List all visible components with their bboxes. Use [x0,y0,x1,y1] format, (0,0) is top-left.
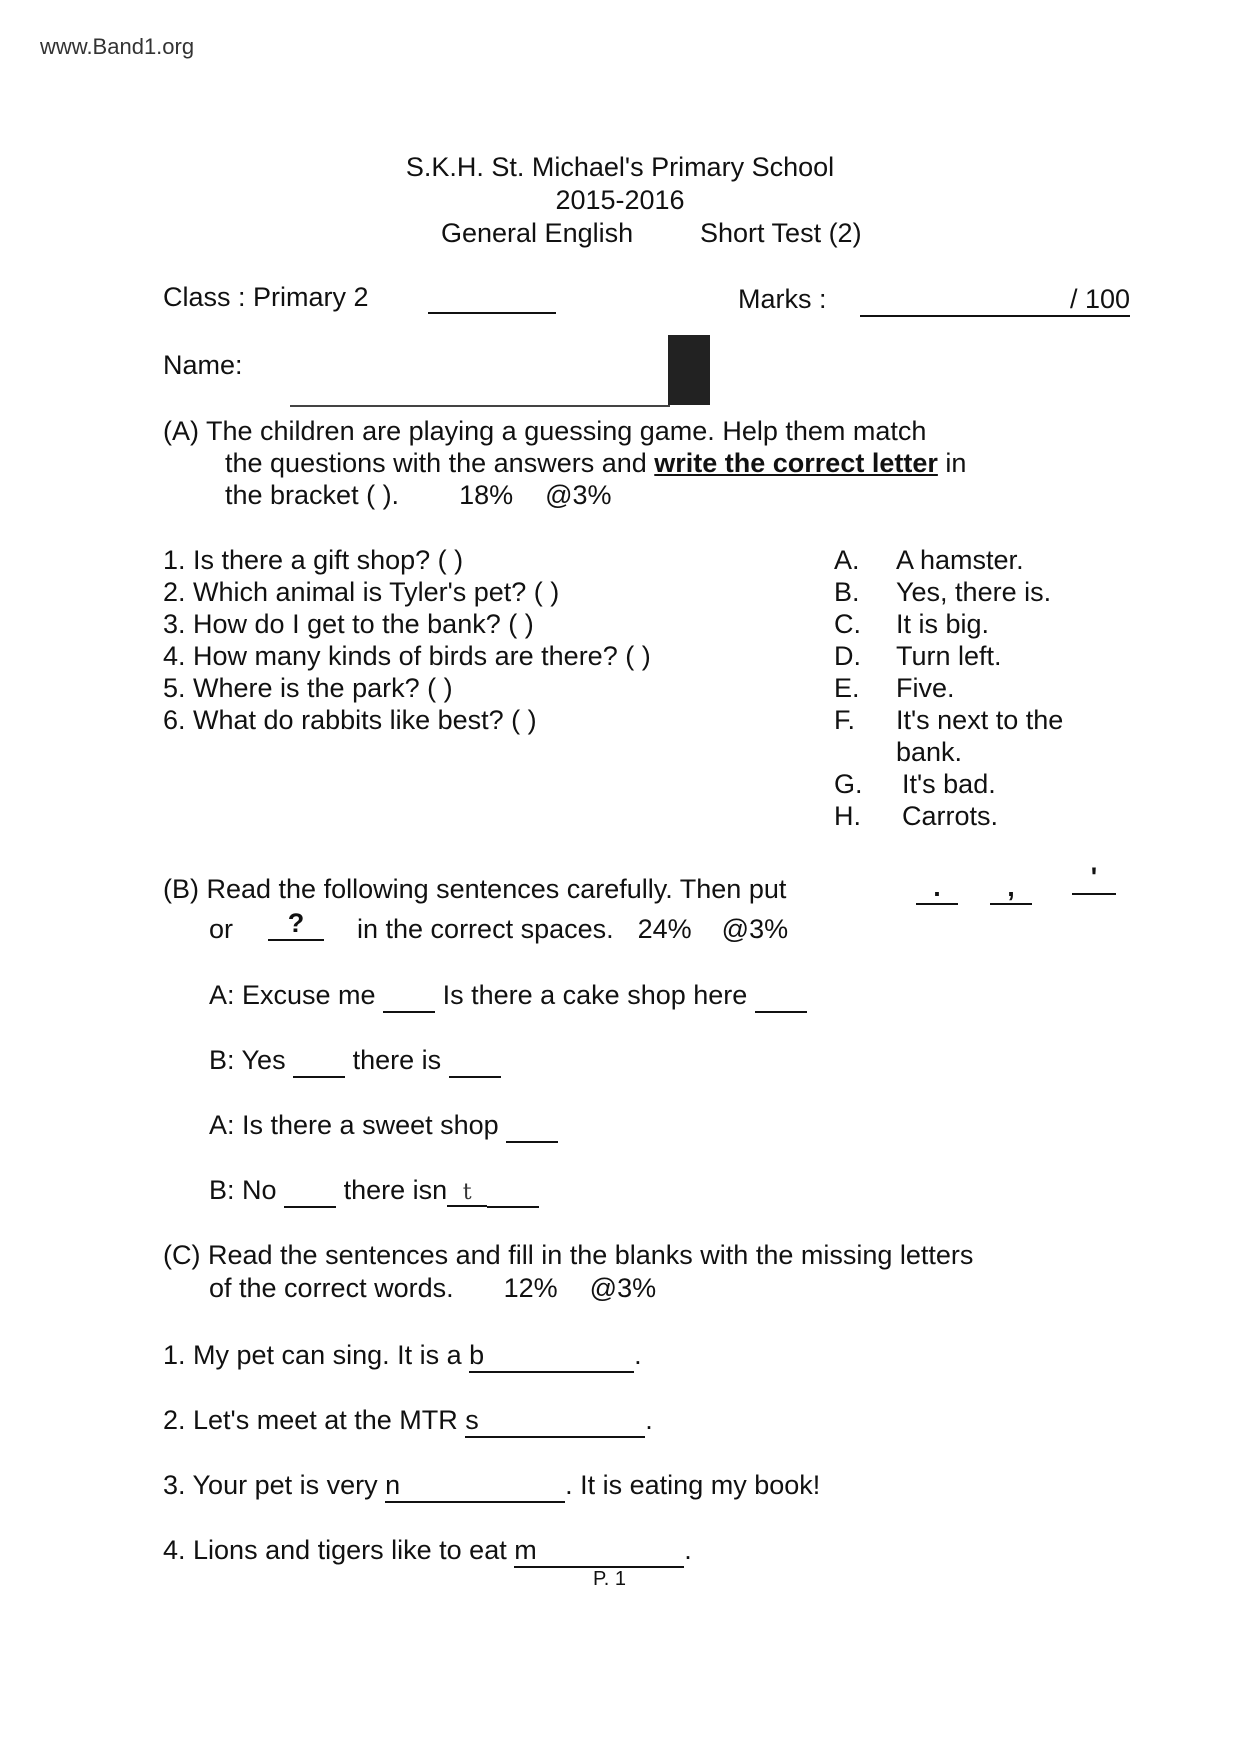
word-blank[interactable]: n [385,1470,565,1503]
answer-text: A hamster. [896,545,1024,575]
question[interactable]: 5. Where is the park? ( ) [163,673,453,703]
text: 1. My pet can sing. It is a [163,1340,470,1370]
text: B: Yes [209,1045,286,1075]
marks-total: / 100 [1069,284,1130,314]
text: the questions with the answers and [225,448,655,478]
answer-letter: E. [834,673,860,703]
answer-text: It is big. [896,609,990,639]
question[interactable]: 1. Is there a gift shop? ( ) [163,545,464,575]
section-a-line3 [225,480,612,511]
text: there isn [343,1175,448,1205]
text: 4. Lions and tigers like to eat [163,1535,515,1565]
fill-item [163,1340,642,1373]
question[interactable]: 4. How many kinds of birds are there? ( ) [163,641,651,671]
or-text: or [209,914,234,944]
handwritten-blank[interactable]: t [447,1180,487,1207]
section-c-line1: (C) Read the sentences and fill in the blanks with the missing letters [163,1240,974,1270]
question[interactable]: 6. What do rabbits like best? ( ) [163,705,537,735]
percent: 24% [637,914,692,944]
text: 2. Let's meet at the MTR [163,1405,466,1435]
text: B: No [209,1175,277,1205]
answer-letter: D. [834,641,861,671]
word-blank[interactable]: s [465,1405,645,1438]
answer-letter: C. [834,609,861,639]
school-year: 2015-2016 [555,185,685,215]
answer-text: Five. [896,673,955,703]
punct-comma: , [990,872,1032,905]
blank[interactable] [293,1045,345,1078]
answer-text: Turn left. [896,641,1002,671]
text: Is there a cake shop here [442,980,748,1010]
answer-letter: G. [834,769,863,799]
word-blank[interactable]: b [469,1340,634,1373]
answer-text: It's next to the [896,705,1064,735]
question[interactable]: 2. Which animal is Tyler's pet? ( ) [163,577,560,607]
text: A: Excuse me [209,980,376,1010]
fill-item [163,1405,653,1438]
section-b-line2 [357,914,788,945]
blank[interactable] [755,980,807,1013]
text: of the correct words. [209,1273,454,1303]
name-field-redacted[interactable] [290,335,670,407]
blank[interactable] [383,980,435,1013]
answer-text: It's bad. [902,769,996,799]
marks-field[interactable] [860,284,1130,317]
each-mark: @3% [589,1273,657,1303]
punct-apostrophe: ' [1072,862,1116,895]
dialog-line [209,1110,558,1143]
text: the bracket ( ). [225,480,400,510]
class-field[interactable] [428,282,556,314]
percent: 18% [459,480,514,510]
percent: 12% [503,1273,558,1303]
text: 3. Your pet is very [163,1470,386,1500]
section-c-line2 [209,1273,656,1304]
section-a-line2 [225,448,966,479]
dialog-line [209,1175,539,1208]
watermark: www.Band1.org [40,34,195,59]
answer-letter: B. [834,577,860,607]
each-mark: @3% [545,480,612,510]
word-blank[interactable]: m [514,1535,684,1568]
redaction-block [668,335,710,405]
answer-letter: F. [834,705,856,735]
answer-text: Yes, there is. [896,577,1052,607]
section-a-line1: (A) The children are playing a guessing game. Help them match [163,416,927,446]
blank[interactable] [449,1045,501,1078]
answer-letter: H. [834,801,861,831]
dialog-line [209,980,807,1013]
answer-text: bank. [896,737,963,767]
text: . [684,1535,692,1565]
punct-full-stop: . [916,872,958,905]
test-title: Short Test (2) [700,218,862,248]
name-label: Name: [163,350,243,380]
text: in the correct spaces. [357,914,614,944]
marks-label: Marks : [738,284,827,314]
answer-text: Carrots. [902,801,999,831]
emphasis: write the correct letter [654,448,938,478]
school-name: S.K.H. St. Michael's Primary School [405,152,835,182]
blank[interactable] [284,1175,336,1208]
text: . [634,1340,642,1370]
text: . It is eating my book! [565,1470,821,1500]
blank[interactable] [506,1110,558,1143]
text: A: Is there a sweet shop [209,1110,499,1140]
fill-item [163,1535,692,1568]
each-mark: @3% [721,914,789,944]
answer-letter: A. [834,545,860,575]
fill-item [163,1470,820,1503]
class-label: Class : Primary 2 [163,282,369,312]
section-b-line1: (B) Read the following sentences carefully. Then put [163,874,787,904]
text: in [937,448,967,478]
text: . [645,1405,653,1435]
blank[interactable] [487,1175,539,1208]
dialog-line [209,1045,501,1078]
text: there is [352,1045,442,1075]
page-number: P. 1 [593,1568,626,1590]
question[interactable]: 3. How do I get to the bank? ( ) [163,609,534,639]
punct-question: ? [268,908,324,941]
subject: General English [441,218,634,248]
